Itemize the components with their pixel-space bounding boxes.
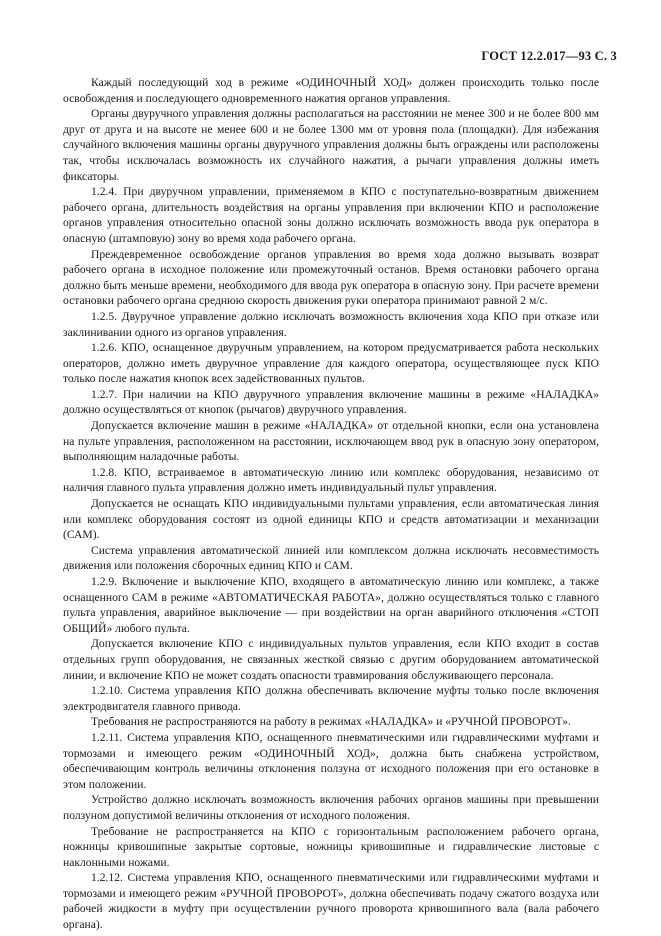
paragraph: Органы двуручного управления должны располагаться на расстоянии не менее 300 и не более 800 мм друг от друга и на высоте не менее 600 и не более 1300 мм от уровня пола (площадки). Для избежания случайного включения машины органы двуручного управления должны быть ограждены или расположены так, чтобы исключалась возможность их случайного нажатия, а рычаги управления должны иметь фиксаторы. (63, 107, 599, 183)
document-body (63, 75, 599, 933)
paragraph-1-2-10: 1.2.10. Система управления КПО должна обеспечивать включение муфты только после включения электродвигателя главного привода. (63, 684, 599, 713)
paragraph: Допускается включение машин в режиме «НАЛАДКА» от отдельной кнопки, если она установлена на пульте управления, расположенном на расстоянии, исключающем ввод рук в опасную зону оператором, выполняющим наладочные работы. (63, 419, 599, 464)
paragraph: Допускается не оснащать КПО индивидуальными пультами управления, если автоматическая линия или комплекс оборудования состоят из одной единицы КПО и средств автоматизации и механизации (САМ). (63, 497, 599, 542)
paragraph-1-2-11: 1.2.11. Система управления КПО, оснащенного пневматическими или гидравлическими муфтами и тормозами и имеющего режим «ОДИНОЧНЫЙ ХОД», должна быть снабжена устройством, обеспечивающим контроль величины отклонения ползуна от исходного положения при его остановке в этом положении. (63, 730, 599, 791)
paragraph-1-2-7: 1.2.7. При наличии на КПО двуручного управления включение машины в режиме «НАЛАДКА» должно осуществляться от кнопок (рычагов) двуручного управления. (63, 387, 599, 417)
paragraph: Допускается включение КПО с индивидуальных пультов управления, если КПО входит в состав отдельных групп оборудования, не связанных жесткой связью с другим оборудованием автоматической линии, и включение КПО не может создать опасности травмирования обслуживающего персонала. (63, 637, 599, 682)
page-header: ГОСТ 12.2.017—93 С. 3 (481, 49, 617, 63)
paragraph: Каждый последующий ход в режиме «ОДИНОЧНЫЙ ХОД» должен происходить только после освобождения и последующего одновременного нажатия органов управления. (63, 76, 599, 105)
paragraph-1-2-5: 1.2.5. Двуручное управление должно исключать возможность включения хода КПО при отказе или заклинивании одного из органов управления. (63, 309, 599, 339)
paragraph-1-2-6: 1.2.6. КПО, оснащенное двуручным управлением, на котором предусматривается работа нескольких операторов, должно иметь двуручное управление для каждого оператора, осуществляющее пуск КПО только после нажатия кнопок всех задействованных пультов. (63, 341, 599, 386)
paragraph-1-2-4: 1.2.4. При двуручном управлении, применяемом в КПО с поступательно-возвратным движением рабочего органа, длительность воздействия на органы управления при включении КПО и расположение органов управления относительно опасной зоны должно исключать возможность ввода рук оператора в опасную (штамповую) зону во время хода рабочего органа. (63, 185, 599, 245)
paragraph-1-2-12: 1.2.12. Система управления КПО, оснащенного пневматическими или гидравлическими муфтами и тормозами и имеющего режим «РУЧНОЙ ПРОВОРОТ», должна обеспечивать подачу сжатого воздуха или рабочей жидкости в муфту при осуществлении ручного проворота кривошипного вала (вала рабочего органа). (63, 871, 599, 932)
paragraph: Система управления автоматической линией или комплексом должна исключать несовместимость движения или положения сборочных единиц КПО и САМ. (63, 543, 599, 573)
paragraph: Требования не распространяются на работу в режимах «НАЛАДКА» и «РУЧНОЙ ПРОВОРОТ». (91, 715, 571, 729)
paragraph: Преждевременное освобождение органов управления во время хода должно вызывать возврат рабочего органа в исходное положение или промежуточный останов. Время остановки рабочего органа должно быть меньше времени, необходимого для ввода рук оператора в опасную зону. При расчете времени остановки рабочего органа среднюю скорость движения руки оператора принимают равной 2 м/с. (63, 247, 599, 308)
paragraph-1-2-9: 1.2.9. Включение и выключение КПО, входящего в автоматическую линию или комплекс, а также оснащенного САМ в режиме «АВТОМАТИЧЕСКАЯ РАБОТА», должно осуществляться только с главного пульта управления, аварийное выключение — при воздействии на орган аварийного отключения «СТОП ОБЩИЙ» любого пульта. (63, 575, 599, 635)
paragraph: Устройство должно исключать возможность включения рабочих органов машины при превышении ползуном допустимой величины отклонения от исходного положения. (63, 793, 599, 822)
paragraph-1-2-8: 1.2.8. КПО, встраиваемое в автоматическую линию или комплекс оборудования, независимо от наличия главного пульта управления должно иметь индивидуальный пульт управления. (63, 465, 599, 495)
paragraph: Требование не распространяется на КПО с горизонтальным расположением рабочего органа, ножницы кривошипные закрытые сортовые, ножницы кривошипные и гидравлические листовые с наклонными ножами. (63, 824, 599, 869)
